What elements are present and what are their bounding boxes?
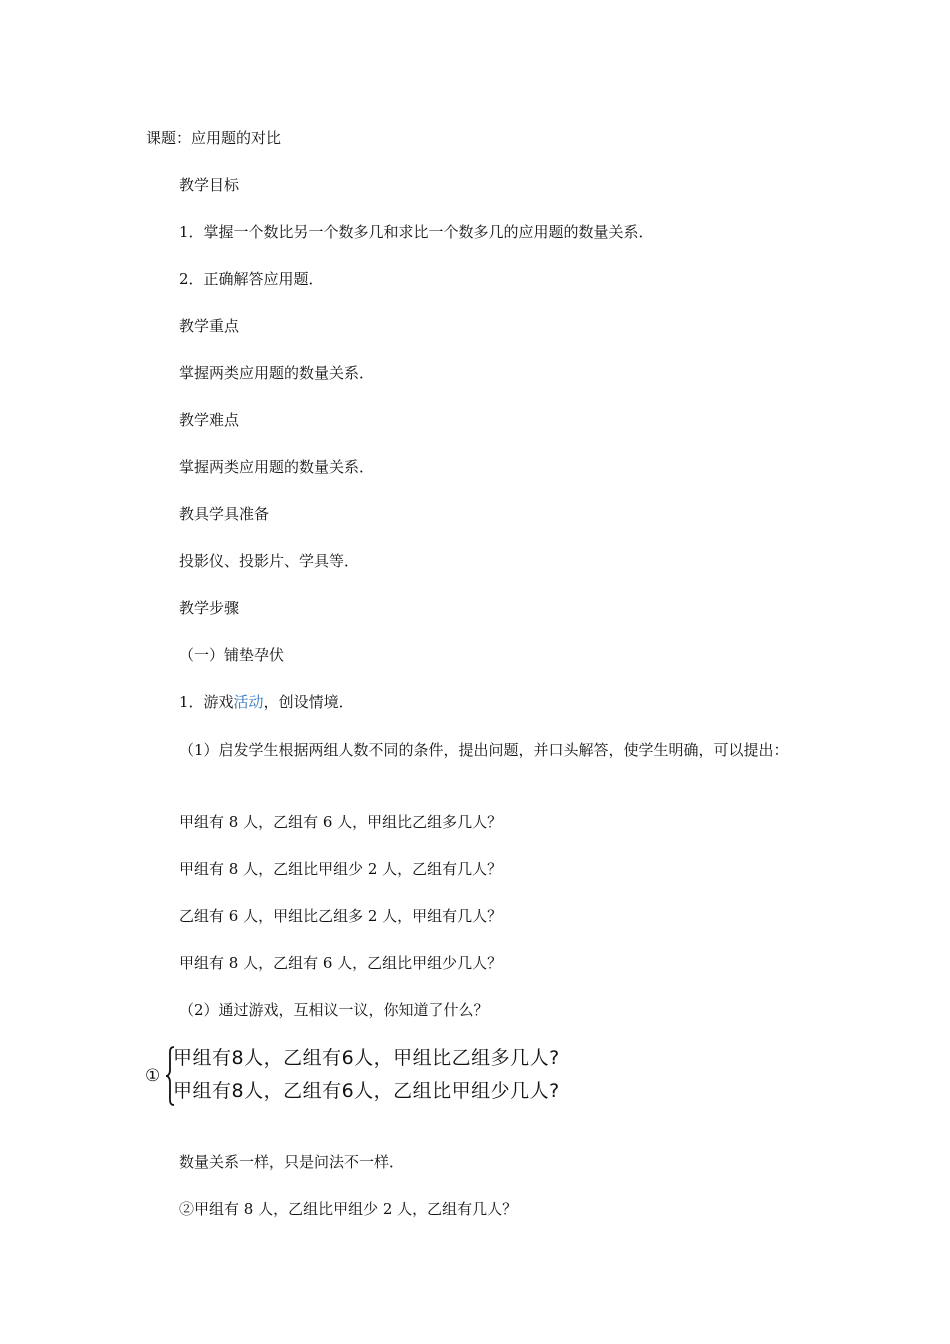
- game-intro-line: [179, 692, 354, 712]
- comparison-figure: [145, 1045, 560, 1111]
- difficulty-text: 掌握两类应用题的数量关系．: [179, 458, 375, 476]
- question-4: 甲组有 8 人，乙组有 6 人，乙组比甲组少几人？: [179, 954, 503, 972]
- objective-2: 2．正确解答应用题．: [179, 270, 324, 288]
- tools-text: 投影仪、投影片、学具等．: [179, 552, 360, 570]
- difficulty-heading: 教学难点: [179, 411, 240, 429]
- paragraph-discussion: （2）通过游戏，互相议一议，你知道了什么？: [179, 1001, 489, 1019]
- question-3: 乙组有 6 人，甲组比乙组多 2 人，甲组有几人？: [179, 907, 503, 925]
- objective-1: 1．掌握一个数比另一个数多几和求比一个数多几的应用题的数量关系．: [179, 223, 654, 241]
- steps-heading: 教学步骤: [179, 599, 240, 617]
- step-1-heading: （一）铺垫孕伏: [179, 646, 285, 664]
- figure-line-2: 甲组有8人，乙组有6人，乙组比甲组少几人?: [173, 1080, 560, 1102]
- objectives-heading: 教学目标: [179, 176, 240, 194]
- question-1: 甲组有 8 人，乙组有 6 人，甲组比乙组多几人？: [179, 813, 503, 831]
- game-intro-suffix: ，创设情境．: [263, 693, 354, 711]
- tools-heading: 教具学具准备: [179, 505, 270, 523]
- figure-line-1: 甲组有8人，乙组有6人，甲组比乙组多几人?: [173, 1047, 560, 1069]
- paragraph-prompt: （1）启发学生根据两组人数不同的条件，提出问题，并口头解答，使学生明确，可以提出：: [179, 741, 789, 759]
- game-intro-prefix: 1．游戏: [179, 693, 234, 711]
- lesson-title: 课题：应用题的对比: [146, 129, 282, 147]
- question-circle-2: ②甲组有 8 人，乙组比甲组少 2 人，乙组有几人？: [179, 1200, 518, 1218]
- key-point-text: 掌握两类应用题的数量关系．: [179, 364, 375, 382]
- question-2: 甲组有 8 人，乙组比甲组少 2 人，乙组有几人？: [179, 860, 503, 878]
- circle-one-marker: ①: [145, 1066, 161, 1086]
- key-point-heading: 教学重点: [179, 317, 240, 335]
- conclusion-text: 数量关系一样，只是问法不一样．: [179, 1153, 405, 1171]
- activity-link[interactable]: 活动: [233, 693, 264, 711]
